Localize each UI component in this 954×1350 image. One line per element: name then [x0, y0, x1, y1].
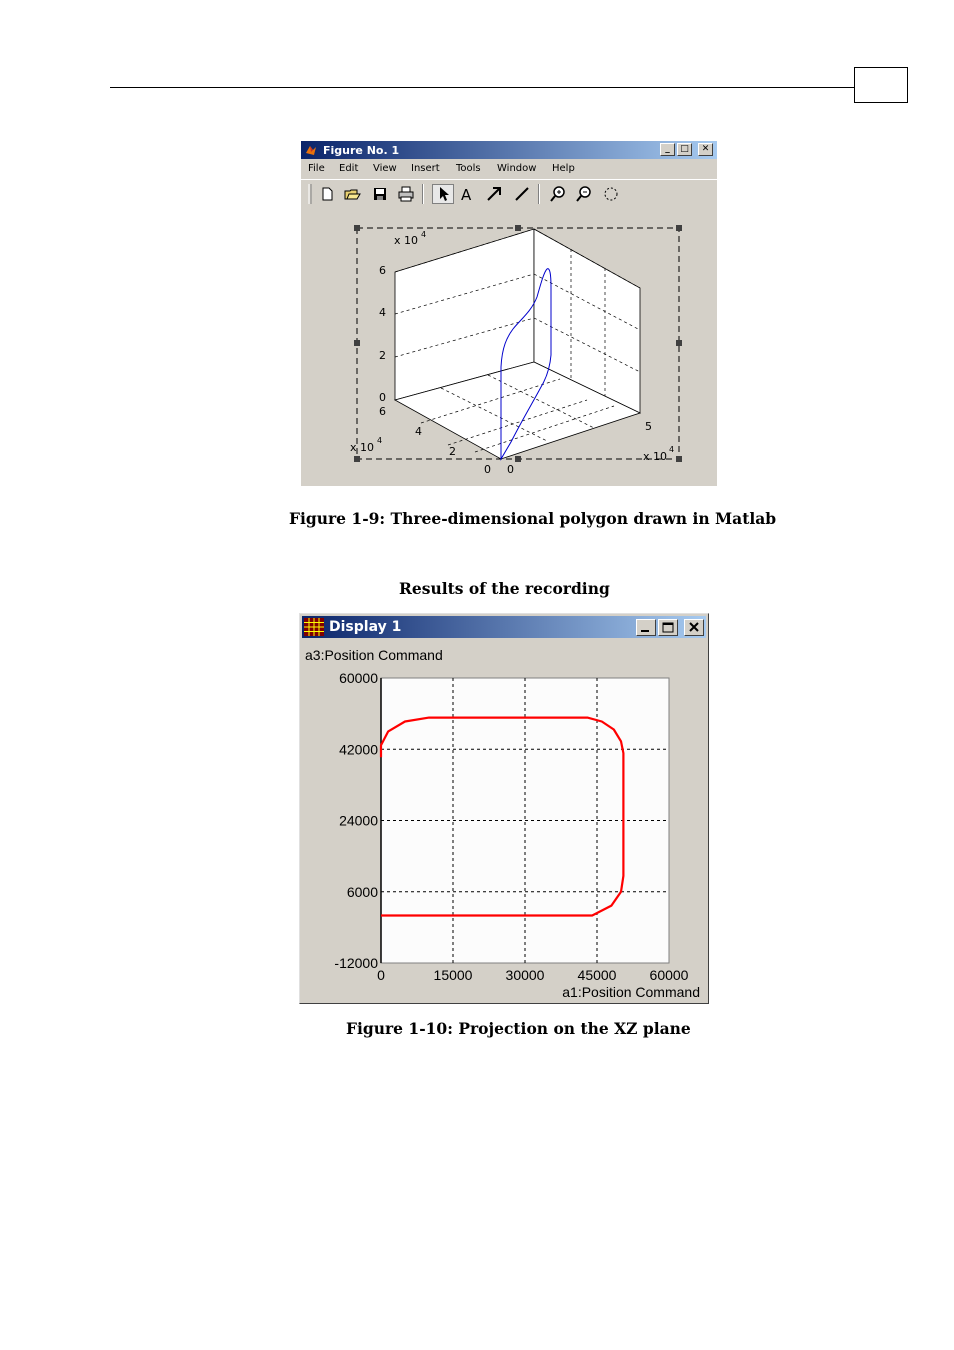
menu-insert[interactable]: Insert	[411, 163, 440, 174]
matlab-3d-plot	[301, 207, 717, 486]
matlab-window-title: Figure No. 1	[323, 144, 400, 157]
close-button[interactable]: ✕	[698, 143, 713, 156]
menu-window[interactable]: Window	[497, 163, 537, 174]
menu-help[interactable]: Help	[552, 163, 575, 174]
y-tick-label: -12000	[334, 955, 378, 971]
matlab-toolbar	[301, 179, 717, 208]
matlab-figure-window	[301, 141, 717, 486]
zoom-out-icon[interactable]	[575, 185, 593, 203]
matlab-logo-icon	[305, 144, 317, 156]
maximize-button[interactable]	[658, 619, 678, 636]
display-window-title: Display 1	[329, 619, 402, 635]
plot-area	[334, 670, 688, 983]
x-tick-label: 30000	[505, 967, 545, 983]
menu-view[interactable]: View	[373, 163, 397, 174]
minimize-button[interactable]	[636, 619, 656, 636]
arrow-line-icon[interactable]	[485, 185, 503, 203]
menu-tools[interactable]: Tools	[456, 163, 481, 174]
print-icon[interactable]	[397, 185, 415, 203]
text-icon[interactable]	[459, 185, 477, 203]
display-window	[299, 613, 709, 1004]
maximize-button[interactable]: □	[677, 143, 692, 156]
x-tick-label: 15000	[433, 967, 473, 983]
x-tick: 0	[507, 463, 514, 476]
figure-1-10-caption: Figure 1-10: Projection on the XZ plane	[346, 1019, 691, 1038]
toolbar-grip-icon	[308, 184, 312, 204]
x-tick: 5	[645, 420, 652, 433]
svg-text:A: A	[461, 186, 472, 203]
y-tick: 6	[379, 405, 386, 418]
rotate-icon[interactable]	[602, 185, 620, 203]
menu-edit[interactable]: Edit	[339, 163, 359, 174]
z-tick: 2	[379, 349, 386, 362]
y-tick: 0	[484, 463, 491, 476]
toolbar-separator-icon	[538, 184, 541, 204]
y-exponent: 4	[377, 436, 383, 445]
figure-1-9-caption: Figure 1-9: Three-dimensional polygon drawn in Matlab	[289, 509, 777, 528]
minimize-button[interactable]: _	[660, 143, 675, 156]
matlab-menu-bar	[301, 160, 717, 178]
close-button[interactable]	[684, 619, 704, 636]
xz-projection-chart	[302, 642, 706, 1002]
x-multiplier: x 10	[643, 450, 668, 463]
x-exponent: 4	[669, 445, 675, 454]
y-axis-label: a3:Position Command	[305, 647, 443, 663]
section-heading: Results of the recording	[399, 579, 610, 598]
y-multiplier: x 10	[350, 441, 375, 454]
line-icon[interactable]	[513, 185, 531, 203]
save-icon[interactable]	[371, 185, 389, 203]
matlab-title-bar[interactable]	[301, 141, 717, 159]
arrow-icon[interactable]	[432, 184, 454, 204]
y-tick-label: 6000	[346, 883, 378, 900]
display-title-bar[interactable]	[302, 616, 706, 638]
x-axis-label: a1:Position Command	[562, 984, 700, 1000]
toolbar-separator-icon	[422, 184, 425, 204]
x-tick-label: 0	[377, 967, 385, 983]
open-icon[interactable]	[343, 185, 361, 203]
header-rule	[110, 87, 855, 88]
page-number-box	[854, 67, 908, 103]
y-tick-label: 24000	[339, 812, 378, 829]
new-icon[interactable]	[318, 185, 336, 203]
z-tick: 4	[379, 306, 386, 319]
display-grid-icon	[304, 618, 324, 636]
y-tick-label: 60000	[339, 670, 378, 686]
z-multiplier: x 10	[394, 234, 419, 247]
z-tick: 6	[379, 264, 386, 277]
y-tick-label: 42000	[339, 741, 378, 758]
x-tick-label: 45000	[577, 967, 617, 983]
y-tick: 4	[415, 425, 422, 438]
x-tick-label: 60000	[649, 967, 689, 983]
y-tick: 2	[449, 445, 456, 458]
menu-file[interactable]: File	[308, 163, 325, 174]
zoom-in-icon[interactable]	[549, 185, 567, 203]
z-tick: 0	[379, 391, 386, 404]
z-exponent: 4	[421, 230, 427, 239]
